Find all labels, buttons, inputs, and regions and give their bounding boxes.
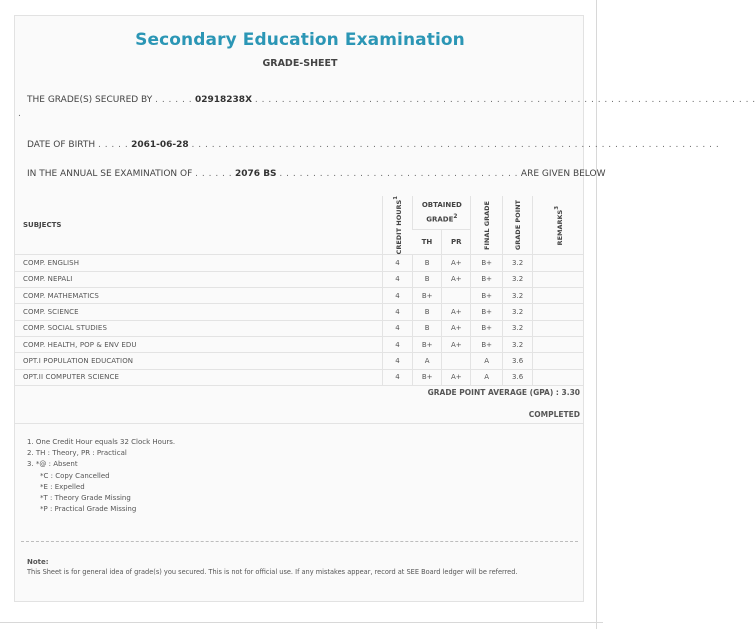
dob-line: DATE OF BIRTH . . . . . 2061-06-28 . . . . . . . . . . . . . . . . . . . . . . . . . . . . . . . . . . . . . . . . . . . . . . . . . . . . . . . . . . . . . . . . . . . . . . . . . . . . . . . (27, 140, 720, 150)
credit-hours-header: CREDIT HOURS$^1$ (382, 196, 412, 255)
grade-secured-line: THE GRADE(S) SECURED BY . . . . . . 02918238X . . . . . . . . . . . . . . . . . . . . . . . . . . . . . . . . . . . . . . . . . . . . . . . . . . . . . . . . . . . . . . . . . . . . . . . . . . . (27, 95, 756, 105)
subject-cell: COMP. ENGLISH (15, 255, 382, 271)
gp-cell: 3.2 (502, 304, 532, 320)
credit-cell: 4 (382, 353, 412, 369)
pr-cell: A+ (442, 271, 471, 287)
grade-point-header: GRADE POINT (502, 196, 532, 255)
remarks-cell (533, 288, 583, 304)
subject-cell: COMP. NEPALI (15, 271, 382, 287)
credit-cell: 4 (382, 369, 412, 385)
table-row (15, 353, 583, 369)
subject-cell: OPT.I POPULATION EDUCATION (15, 353, 382, 369)
gp-cell: 3.2 (502, 288, 532, 304)
gp-cell: 3.2 (502, 271, 532, 287)
remarks-header: REMARKS$^3$ (533, 196, 583, 255)
exam-line: IN THE ANNUAL SE EXAMINATION OF . . . . . . 2076 BS . . . . . . . . . . . . . . . . . . . . . . . . . . . . . . . . . . . . ARE GIVEN BELOW (27, 169, 606, 179)
table-row (15, 369, 583, 385)
table-row (15, 336, 583, 352)
exam-year: 2076 BS (235, 169, 277, 179)
subject-cell: OPT.II COMPUTER SCIENCE (15, 369, 382, 385)
remarks-cell (533, 320, 583, 336)
credit-cell: 4 (382, 336, 412, 352)
footer-note-title: Note: (27, 558, 49, 566)
subject-cell: COMP. SOCIAL STUDIES (15, 320, 382, 336)
subject-cell: COMP. MATHEMATICS (15, 288, 382, 304)
pr-cell: A+ (442, 336, 471, 352)
final-cell: B+ (471, 271, 502, 287)
exam-suffix: ARE GIVEN BELOW (520, 169, 606, 179)
credit-cell: 4 (382, 320, 412, 336)
dob-value: 2061-06-28 (131, 140, 189, 150)
remarks-cell (533, 304, 583, 320)
final-cell: A (471, 369, 502, 385)
gp-cell: 3.2 (502, 255, 532, 271)
note-subitem: *E : Expelled (40, 482, 85, 491)
page-edge-bottom (0, 622, 603, 623)
th-cell: B+ (413, 336, 442, 352)
th-header: TH (413, 230, 442, 255)
note-item: 2. TH : Theory, PR : Practical (27, 449, 127, 458)
table-row (15, 320, 583, 336)
symbol-number: 02918238X (194, 95, 253, 105)
sheet-subtitle: GRADE-SHEET (262, 58, 338, 69)
final-cell: B+ (471, 336, 502, 352)
pr-cell: A+ (442, 320, 471, 336)
th-cell: B (413, 320, 442, 336)
credit-cell: 4 (382, 255, 412, 271)
pr-header: PR (442, 230, 471, 255)
remarks-cell (533, 369, 583, 385)
leader-dot: . (18, 109, 21, 119)
grade-sheet (14, 15, 756, 602)
credit-cell: 4 (382, 304, 412, 320)
pr-cell: A+ (442, 255, 471, 271)
credit-cell: 4 (382, 288, 412, 304)
th-cell: B+ (413, 369, 442, 385)
note-item: 3. *@ : Absent (27, 460, 78, 469)
table-row (15, 271, 583, 287)
gp-cell: 3.6 (502, 369, 532, 385)
pr-cell (442, 353, 471, 369)
grades-table (15, 196, 583, 386)
dashed-divider (21, 541, 578, 542)
gpa-summary: GRADE POINT AVERAGE (GPA) : 3.30 (427, 388, 580, 397)
remarks-cell (533, 353, 583, 369)
final-cell: B+ (471, 304, 502, 320)
footer-note-text: This Sheet is for general idea of grade(s) you secured. This is not for official use. If any mistakes appear, record at SEE Board ledger will be referred. (27, 568, 518, 576)
pr-cell: A+ (442, 369, 471, 385)
remarks-cell (533, 255, 583, 271)
note-subitem: *P : Practical Grade Missing (40, 505, 137, 514)
gp-cell: 3.2 (502, 320, 532, 336)
final-cell: A (471, 353, 502, 369)
th-cell: B (413, 255, 442, 271)
divider (15, 423, 583, 424)
th-cell: B (413, 271, 442, 287)
final-grade-header: FINAL GRADE (471, 196, 502, 255)
note-subitem: *C : Copy Cancelled (40, 471, 110, 480)
pr-cell: A+ (442, 304, 471, 320)
final-cell: B+ (471, 255, 502, 271)
th-cell: A (413, 353, 442, 369)
status-text: COMPLETED (528, 410, 580, 419)
subject-cell: COMP. HEALTH, POP & ENV EDU (15, 336, 382, 352)
note-item: 1. One Credit Hour equals 32 Clock Hours. (27, 438, 176, 446)
dob-label: DATE OF BIRTH (27, 140, 96, 150)
gp-cell: 3.2 (502, 336, 532, 352)
remarks-cell (533, 336, 583, 352)
exam-title: Secondary Education Examination (135, 30, 465, 50)
obtained-grade-header: OBTAINED GRADE$^2$ (413, 196, 471, 230)
notes-list (27, 437, 175, 515)
th-cell: B (413, 304, 442, 320)
subject-cell: COMP. SCIENCE (15, 304, 382, 320)
pr-cell (442, 288, 471, 304)
grade-secured-label: THE GRADE(S) SECURED BY (27, 95, 153, 105)
final-cell: B+ (471, 288, 502, 304)
table-row (15, 304, 583, 320)
th-cell: B+ (413, 288, 442, 304)
table-row (15, 255, 583, 271)
final-cell: B+ (471, 320, 502, 336)
remarks-cell (533, 271, 583, 287)
subjects-header: SUBJECTS (15, 196, 382, 255)
table-row (15, 288, 583, 304)
gp-cell: 3.6 (502, 353, 532, 369)
exam-label: IN THE ANNUAL SE EXAMINATION OF (27, 169, 193, 179)
note-subitem: *T : Theory Grade Missing (40, 494, 131, 503)
credit-cell: 4 (382, 271, 412, 287)
